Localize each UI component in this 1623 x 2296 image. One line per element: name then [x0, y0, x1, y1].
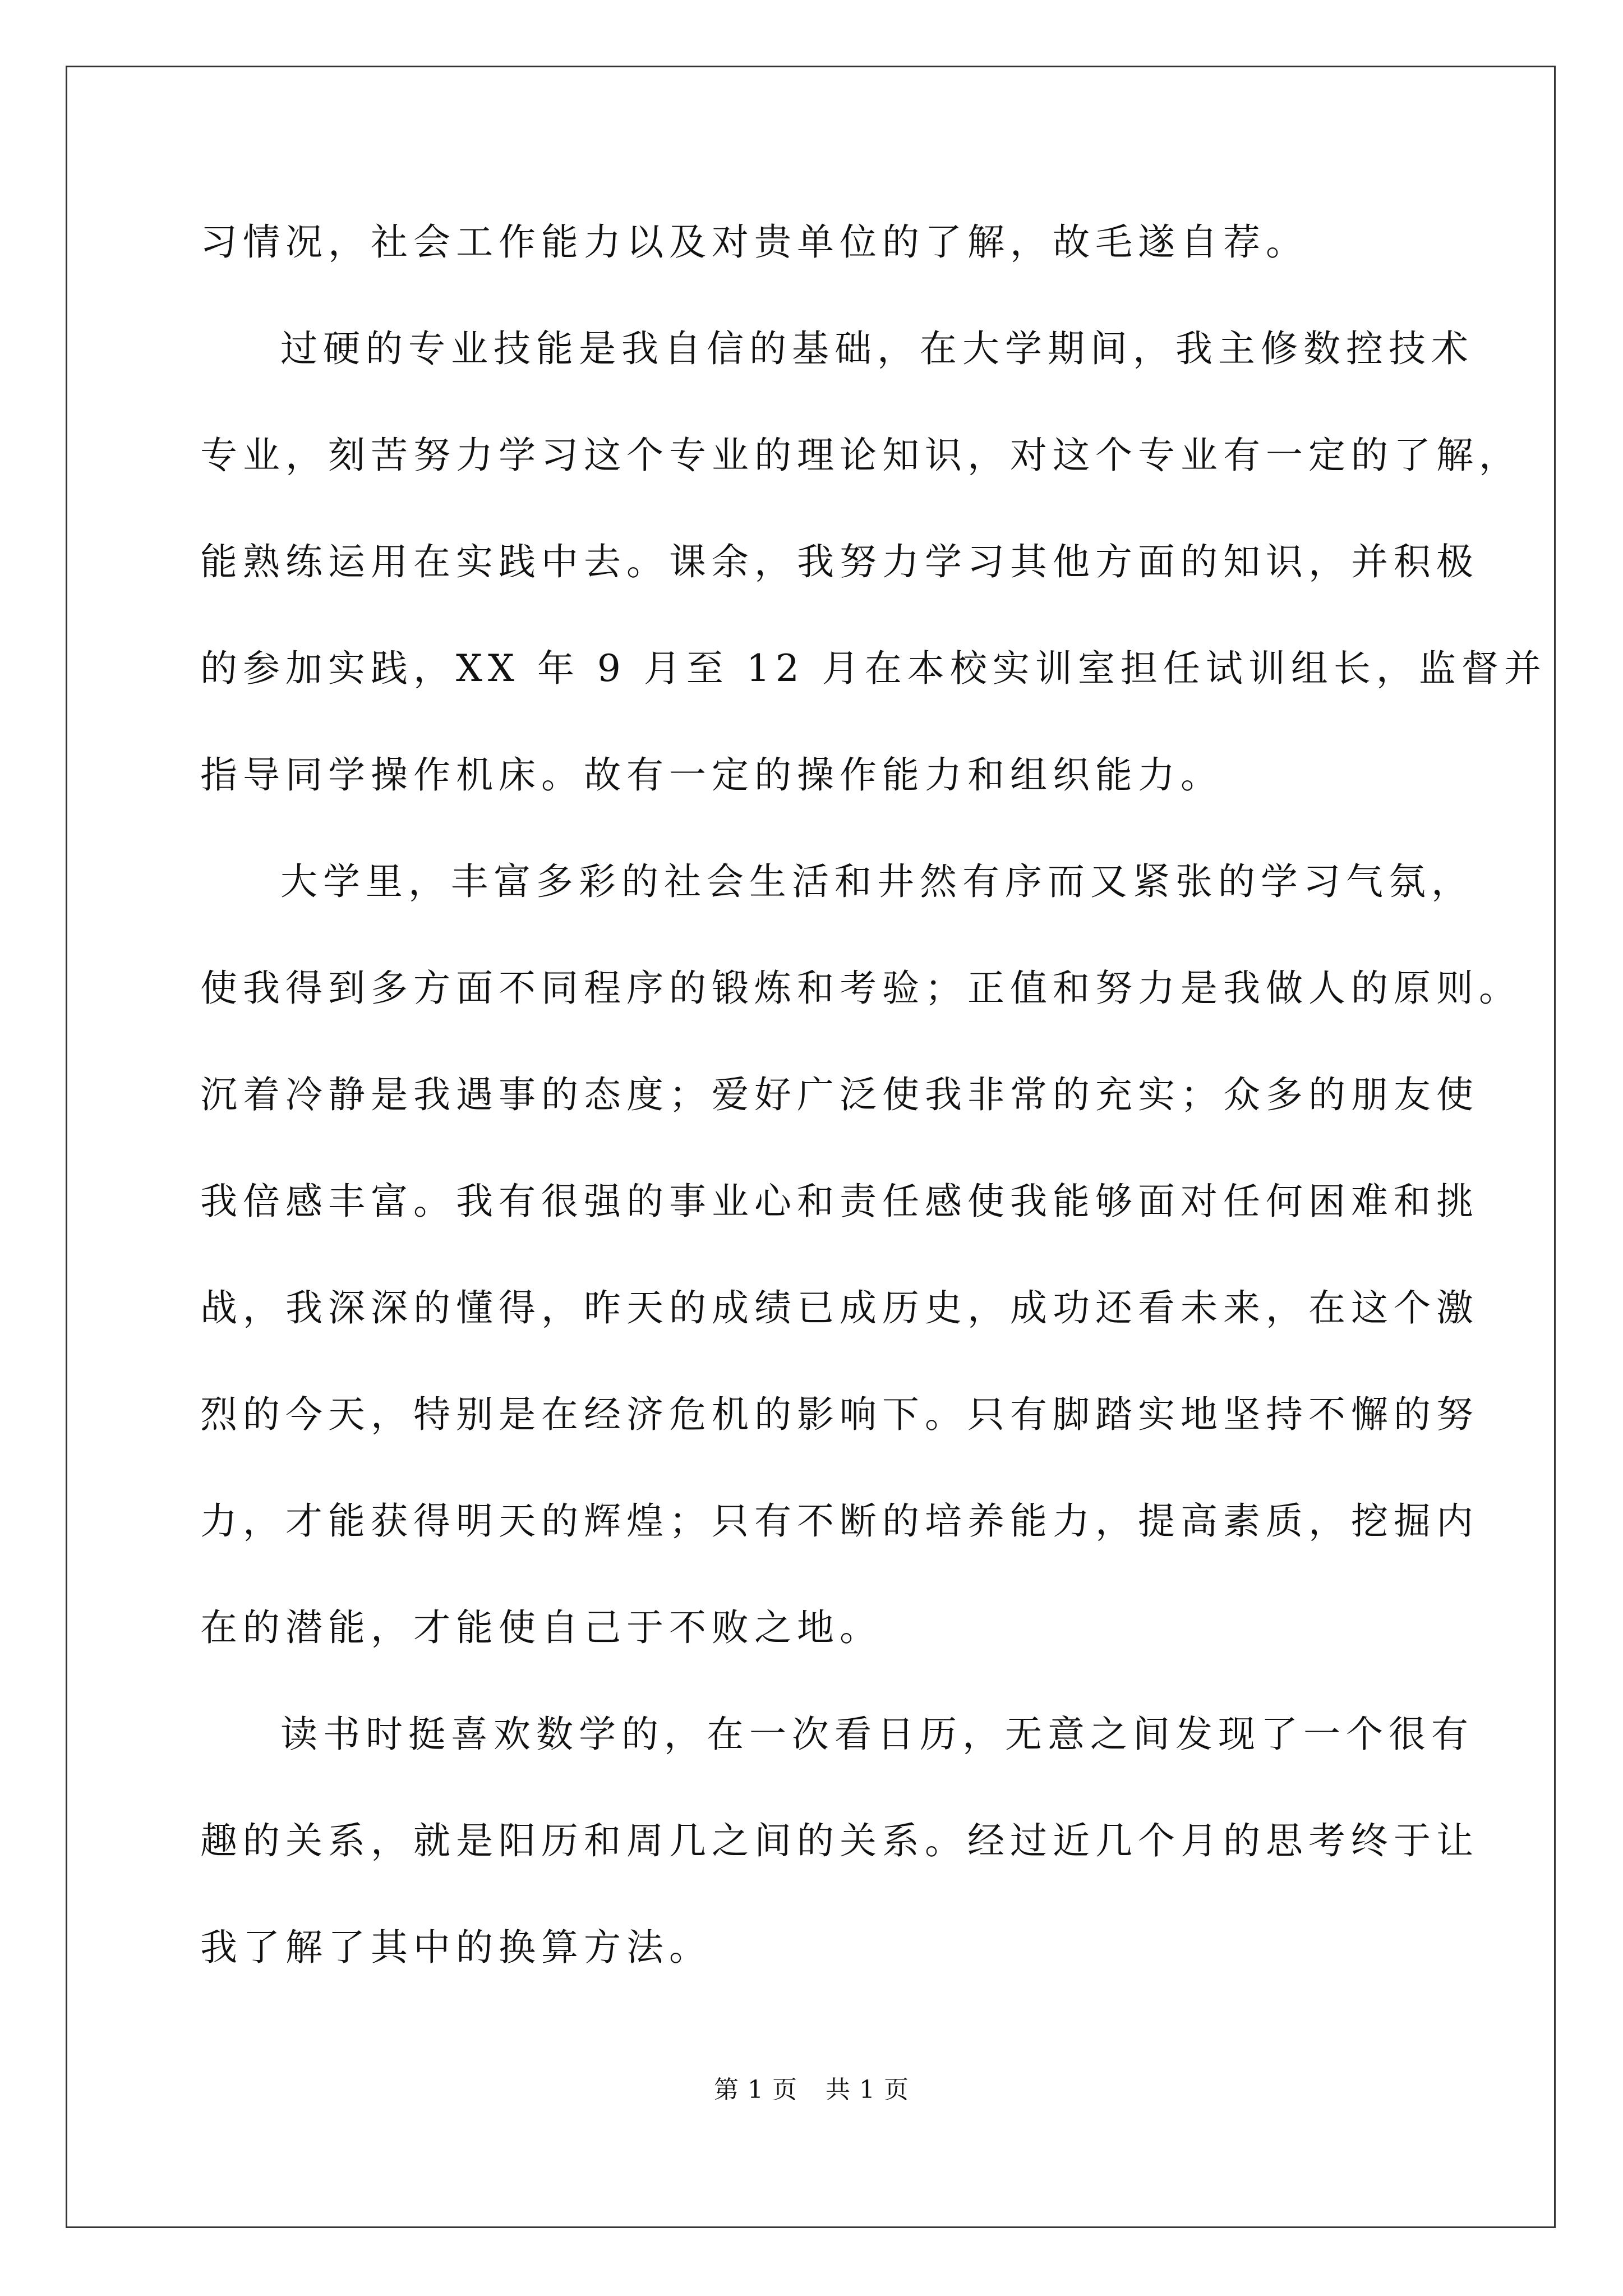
- paragraph-2-line-1: 过硬的专业技能是我自信的基础，在大学期间，我主修数控技术: [280, 327, 1474, 370]
- paragraph-3-line-5: 战，我深深的懂得，昨天的成绩已成历史，成功还看未来，在这个激: [200, 1286, 1479, 1329]
- paragraph-3-line-8: 在的潜能，才能使自己于不败之地。: [200, 1606, 882, 1649]
- paragraph-3-line-6: 烈的今天，特别是在经济危机的影响下。只有脚踏实地坚持不懈的努: [200, 1393, 1479, 1436]
- paragraph-4-line-1: 读书时挺喜欢数学的，在一次看日历，无意之间发现了一个很有: [280, 1713, 1474, 1756]
- paragraph-1-line-1: 习情况，社会工作能力以及对贵单位的了解，故毛遂自荐。: [200, 220, 1308, 264]
- paragraph-3-line-4: 我倍感丰富。我有很强的事业心和责任感使我能够面对任何困难和挑: [200, 1180, 1479, 1223]
- paragraph-2-line-2: 专业，刻苦努力学习这个专业的理论知识，对这个专业有一定的了解，: [200, 434, 1521, 477]
- paragraph-2-line-5: 指导同学操作机床。故有一定的操作能力和组织能力。: [200, 753, 1223, 797]
- paragraph-3-line-3: 沉着冷静是我遇事的态度；爱好广泛使我非常的充实；众多的朋友使: [200, 1073, 1479, 1116]
- paragraph-3-line-2: 使我得到多方面不同程序的锻炼和考验；正值和努力是我做人的原则。: [200, 967, 1521, 1010]
- page-footer: [0, 2074, 1623, 2106]
- paragraph-3-line-1: 大学里，丰富多彩的社会生活和井然有序而又紧张的学习气氛，: [280, 860, 1474, 903]
- paragraph-4-line-3: 我了解了其中的换算方法。: [200, 1926, 712, 1969]
- page-border: [66, 66, 1556, 2228]
- page-number: 第 1 页: [714, 2076, 797, 2104]
- paragraph-3-line-7: 力，才能获得明天的辉煌；只有不断的培养能力，提高素质，挖掘内: [200, 1499, 1479, 1543]
- page-total: 共 1 页: [826, 2076, 909, 2104]
- paragraph-2-line-4: 的参加实践，XX 年 9 月至 12 月在本校实训室担任试训组长，监督并: [200, 647, 1547, 690]
- paragraph-4-line-2: 趣的关系，就是阳历和周几之间的关系。经过近几个月的思考终于让: [200, 1819, 1479, 1862]
- paragraph-2-line-3: 能熟练运用在实践中去。课余，我努力学习其他方面的知识，并积极: [200, 540, 1479, 583]
